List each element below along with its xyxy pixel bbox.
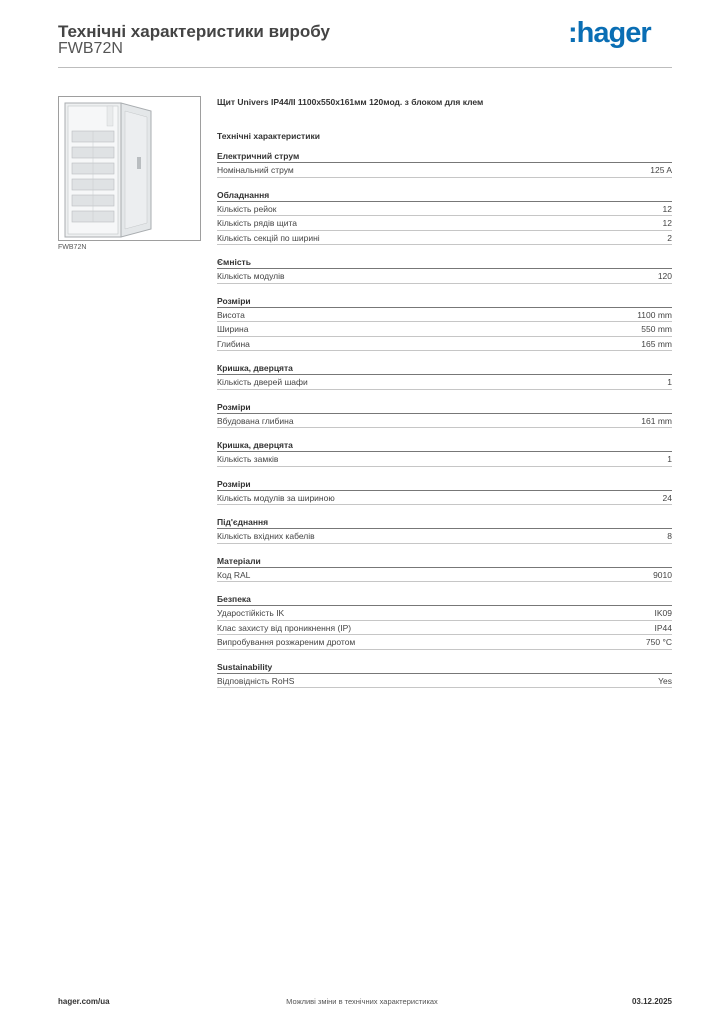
- spec-value: 165 mm: [641, 338, 672, 349]
- spec-group-title: Матеріали: [217, 553, 672, 568]
- spec-table: [217, 148, 672, 697]
- product-code: FWB72N: [58, 40, 123, 57]
- spec-row: [217, 674, 672, 689]
- spec-value: 24: [662, 492, 672, 503]
- spec-value: 120: [657, 271, 672, 281]
- spec-label: Ударостійкість IK: [217, 608, 285, 618]
- footer-date: 03.12.2025: [631, 997, 672, 1006]
- spec-label: Клас захисту від проникнення (IP): [217, 622, 352, 633]
- spec-row: [217, 231, 672, 246]
- spec-group-title: Безпека: [217, 591, 672, 606]
- page-title: Технічні характеристики виробу: [58, 22, 330, 41]
- spec-value: 8: [667, 531, 672, 541]
- spec-label: Кількість модулів: [217, 271, 285, 281]
- spec-value: 12: [662, 218, 672, 228]
- spec-label: Кількість модулів за шириною: [217, 492, 335, 503]
- spec-group: [217, 437, 672, 467]
- spec-value: 12: [662, 203, 672, 214]
- spec-group-title: Під'єднання: [217, 514, 672, 529]
- spec-group-title: Sustainability: [217, 659, 672, 674]
- spec-label: Відповідність RoHS: [217, 675, 295, 686]
- spec-group-title: Ємність: [217, 254, 672, 269]
- spec-label: Вбудована глибина: [217, 415, 294, 426]
- product-image: [58, 96, 201, 241]
- spec-label: Номінальний струм: [217, 165, 294, 175]
- spec-group: [217, 293, 672, 352]
- spec-group-title: Розміри: [217, 476, 672, 491]
- spec-group: [217, 399, 672, 429]
- spec-label: Кількість рядів щита: [217, 218, 297, 228]
- spec-row: [217, 491, 672, 506]
- spec-value: 750 °C: [645, 637, 672, 647]
- spec-row: [217, 216, 672, 231]
- spec-group-title: Обладнання: [217, 187, 672, 202]
- spec-row: [217, 308, 672, 323]
- spec-row: [217, 322, 672, 337]
- spec-value: 9010: [653, 569, 672, 580]
- spec-group-title: Кришка, дверцята: [217, 360, 672, 375]
- spec-row: [217, 163, 672, 178]
- spec-value: 125 A: [650, 165, 672, 175]
- spec-row: [217, 606, 672, 621]
- spec-heading: Технічні характеристики: [217, 131, 320, 141]
- spec-label: Висота: [217, 309, 245, 320]
- spec-row: [217, 269, 672, 284]
- spec-label: Код RAL: [217, 569, 251, 580]
- spec-label: Випробування розжареним дротом: [217, 637, 356, 647]
- spec-group: [217, 553, 672, 583]
- spec-value: IK09: [654, 608, 672, 618]
- spec-group: [217, 254, 672, 284]
- spec-label: Глибина: [217, 338, 250, 349]
- spec-value: 1: [667, 377, 672, 387]
- footer-website-link[interactable]: hager.com/ua: [58, 997, 110, 1006]
- header-divider: [58, 67, 672, 68]
- spec-row: [217, 529, 672, 544]
- spec-row: [217, 568, 672, 583]
- spec-group: [217, 476, 672, 506]
- spec-value: 1100 mm: [637, 309, 672, 320]
- product-image-caption: FWB72N: [58, 244, 87, 251]
- spec-label: Кількість секцій по ширині: [217, 232, 320, 243]
- spec-group-title: Кришка, дверцята: [217, 437, 672, 452]
- spec-group-title: Розміри: [217, 293, 672, 308]
- spec-row: [217, 202, 672, 217]
- spec-group: [217, 187, 672, 246]
- spec-row: [217, 414, 672, 429]
- spec-value: 550 mm: [641, 324, 672, 334]
- distribution-cabinet-icon: [59, 97, 201, 241]
- spec-group: [217, 514, 672, 544]
- spec-label: Кількість рейок: [217, 203, 277, 214]
- product-name: Щит Univers IP44/II 1100x550x161мм 120мод. з блоком для клем: [217, 97, 484, 107]
- spec-label: Ширина: [217, 324, 249, 334]
- footer-note: Можливі зміни в технічних характеристиках: [286, 997, 438, 1006]
- spec-group: [217, 360, 672, 390]
- spec-group-title: Електричний струм: [217, 148, 672, 163]
- spec-group-title: Розміри: [217, 399, 672, 414]
- spec-row: [217, 452, 672, 467]
- spec-row: [217, 635, 672, 650]
- spec-row: [217, 375, 672, 390]
- spec-label: Кількість вхідних кабелів: [217, 531, 315, 541]
- hager-logo: [568, 16, 668, 48]
- svg-text::hager: :hager: [568, 17, 651, 48]
- spec-group: [217, 659, 672, 689]
- spec-value: 1: [667, 454, 672, 464]
- spec-group: [217, 148, 672, 178]
- spec-group: [217, 591, 672, 650]
- spec-row: [217, 337, 672, 352]
- spec-value: IP44: [654, 622, 672, 633]
- spec-label: Кількість замків: [217, 454, 279, 464]
- spec-label: Кількість дверей шафи: [217, 377, 308, 387]
- spec-value: 161 mm: [641, 415, 672, 426]
- spec-value: Yes: [658, 675, 672, 686]
- spec-row: [217, 621, 672, 636]
- spec-value: 2: [667, 232, 672, 243]
